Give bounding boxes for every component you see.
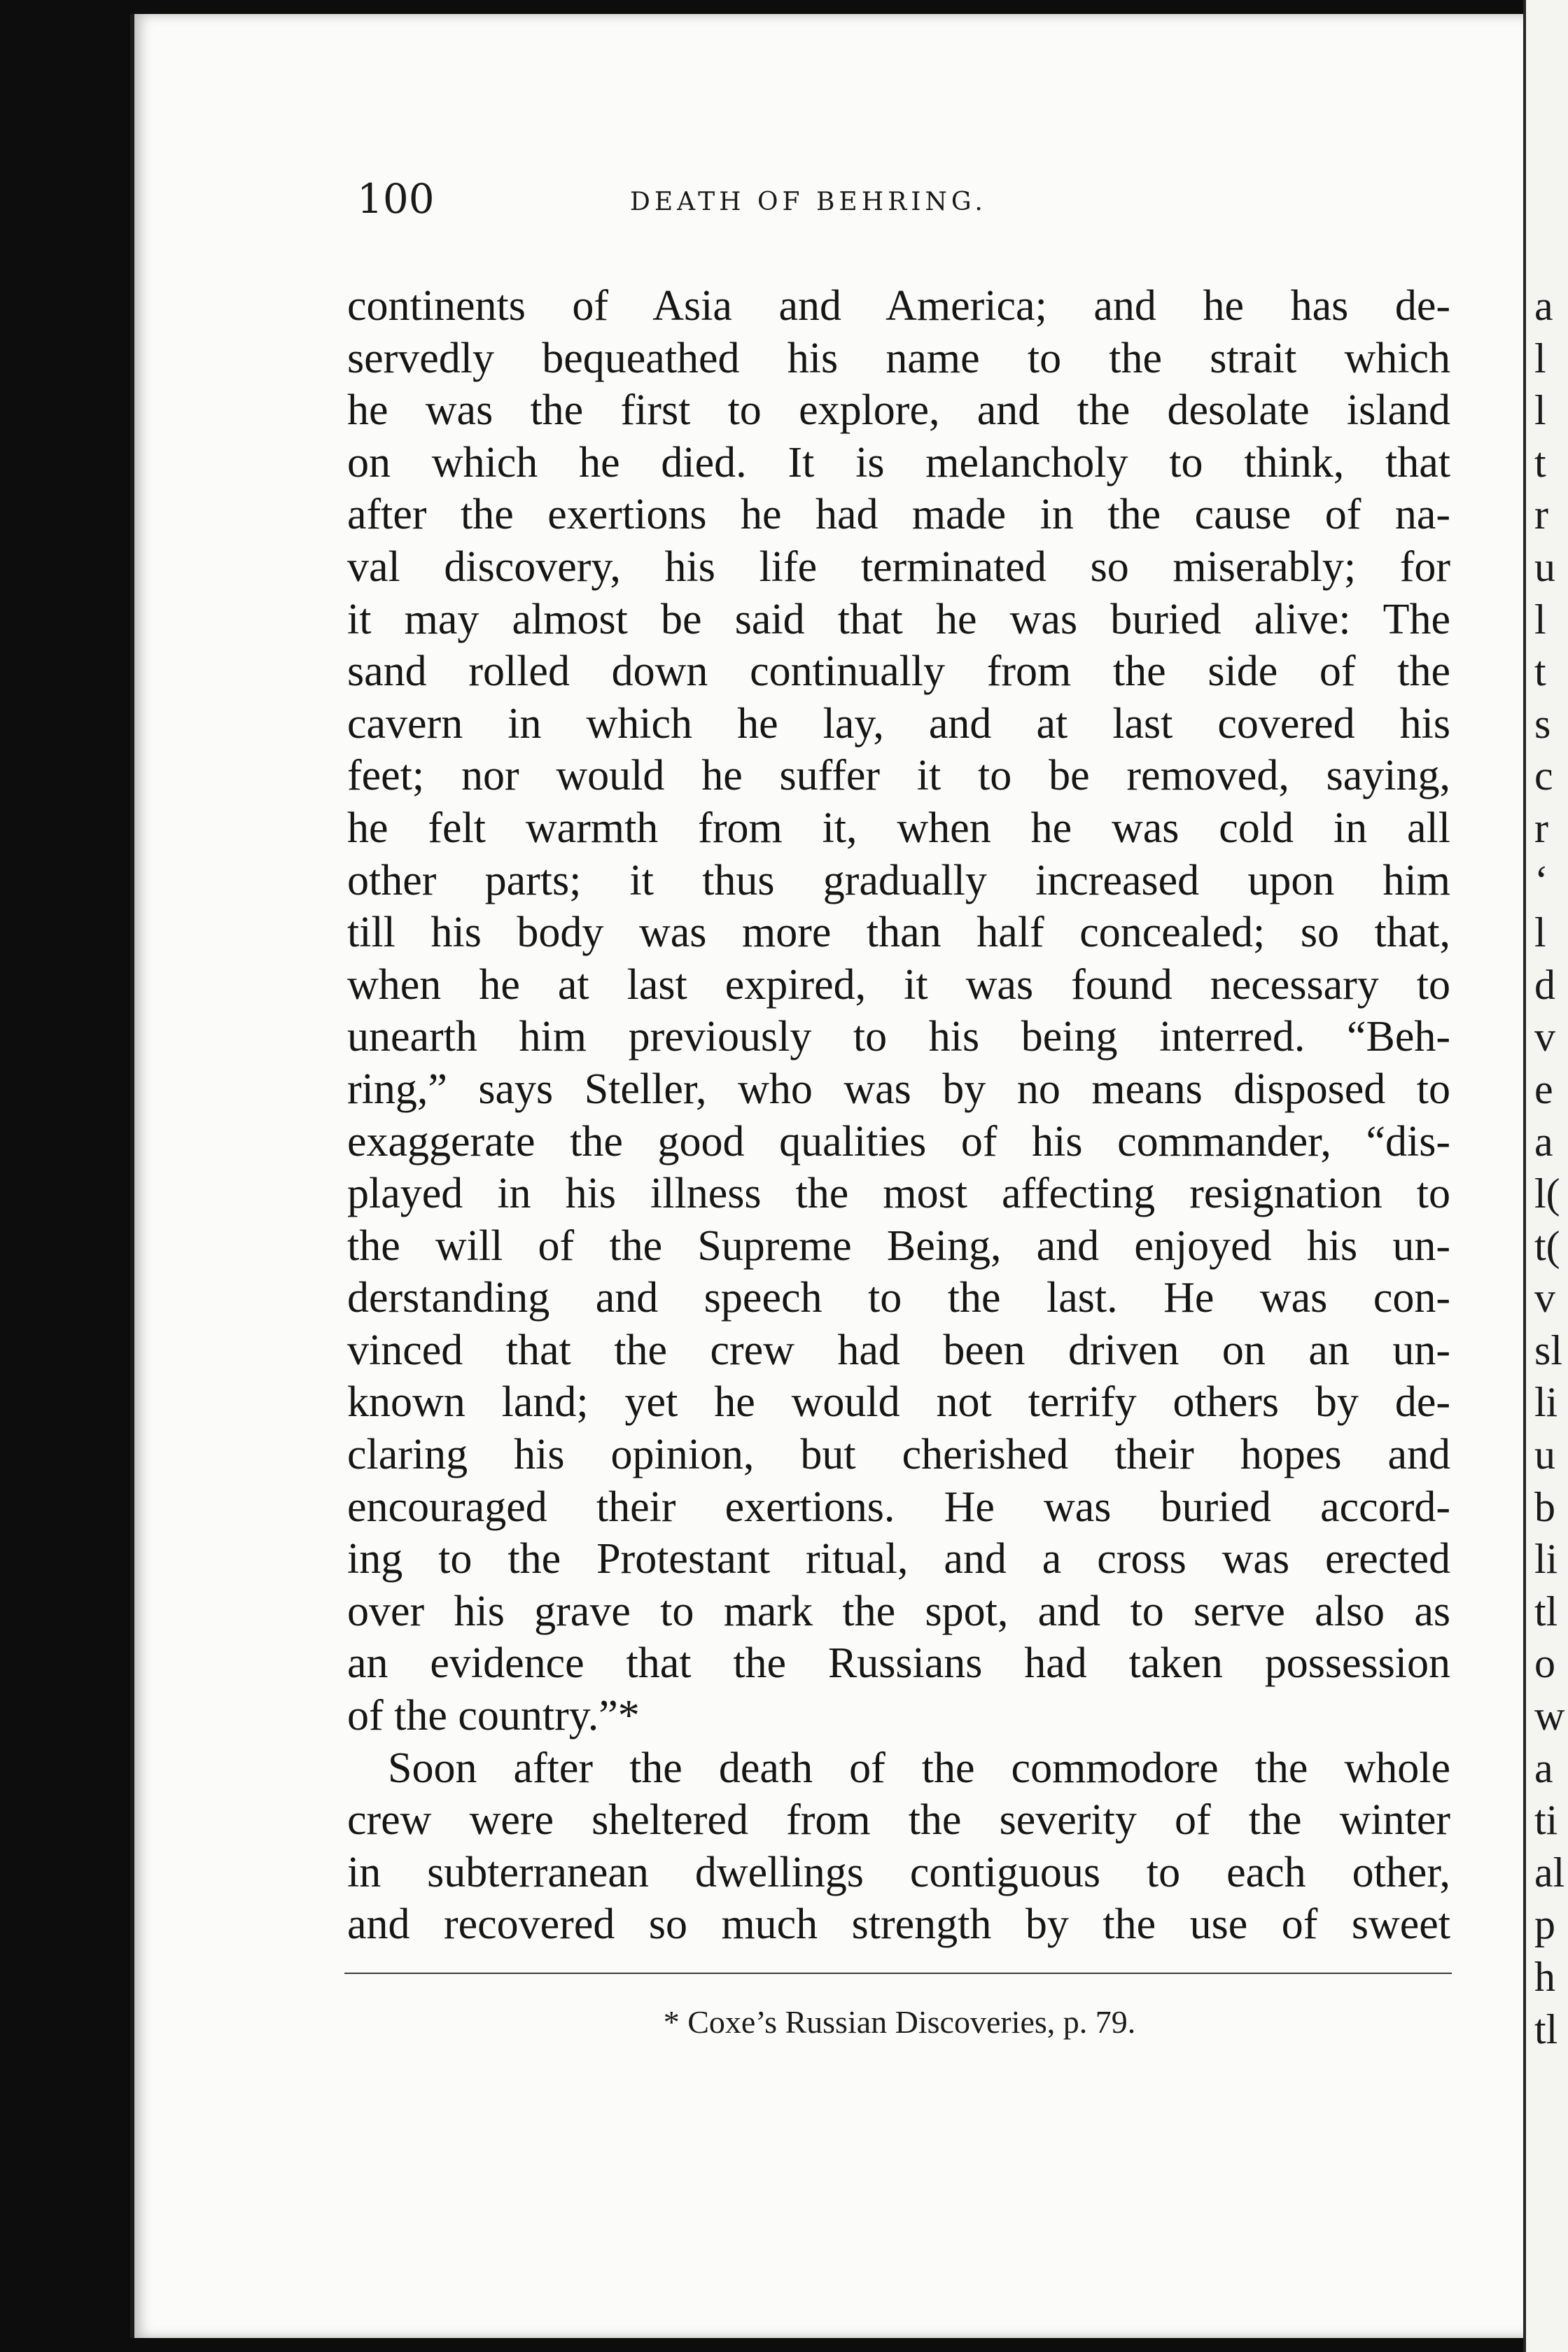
adjacent-fragment: c	[1534, 752, 1553, 799]
text-line: exaggerate the good qualities of his commander, “dis-	[347, 1117, 1450, 1166]
adjacent-fragment: s	[1534, 700, 1551, 747]
text-line: it may almost be said that he was buried alive: The	[347, 595, 1450, 643]
text-line: on which he died. It is melancholy to think, that	[347, 438, 1450, 486]
page-number: 100	[357, 175, 435, 223]
adjacent-fragment: l	[1534, 387, 1546, 434]
text-line: servedly bequeathed his name to the strait which	[347, 334, 1450, 382]
adjacent-fragment: l	[1534, 335, 1546, 382]
adjacent-fragment: u	[1534, 543, 1555, 590]
adjacent-fragment: l(	[1534, 1170, 1560, 1217]
adjacent-fragment: h	[1534, 1954, 1555, 2000]
adjacent-fragment: t	[1534, 648, 1546, 695]
adjacent-fragment: tl	[1534, 2005, 1558, 2052]
text-line: when he at last expired, it was found necessary to	[347, 960, 1450, 1009]
text-line: played in his illness the most affecting resignation to	[347, 1170, 1450, 1218]
footnote: * Coxe’s Russian Discoveries, p. 79.	[663, 2004, 1136, 2040]
text-line: and recovered so much strength by the use of sweet	[347, 1900, 1450, 1949]
adjacent-fragment: li	[1534, 1536, 1558, 1583]
text-line: vinced that the crew had been driven on an un-	[347, 1326, 1450, 1374]
text-line: unearth him previously to his being interred. “Beh-	[347, 1013, 1450, 1061]
adjacent-fragment: r	[1534, 804, 1548, 851]
text-line: encouraged their exertions. He was buried accord-	[347, 1483, 1450, 1531]
page-header	[357, 171, 1176, 241]
text-line: sand rolled down continually from the side of the	[347, 648, 1450, 696]
adjacent-fragment: b	[1534, 1483, 1555, 1530]
adjacent-fragment: l	[1534, 596, 1546, 643]
adjacent-fragment: sl	[1534, 1326, 1563, 1373]
text-line: he felt warmth from it, when he was cold in all	[347, 804, 1450, 852]
adjacent-fragment: t	[1534, 439, 1546, 486]
footnote-rule	[344, 1973, 1452, 1974]
text-line: feet; nor would he suffer it to be removed, saying,	[347, 752, 1450, 800]
adjacent-fragment: d	[1534, 961, 1555, 1008]
text-line: cavern in which he lay, and at last covered his	[347, 699, 1450, 748]
adjacent-fragment: al	[1534, 1849, 1565, 1896]
adjacent-fragment: ti	[1534, 1797, 1558, 1844]
adjacent-fragment: li	[1534, 1379, 1558, 1426]
text-line: other parts; it thus gradually increased upon him	[347, 856, 1450, 904]
text-line: till his body was more than half concealed; so that,	[347, 909, 1450, 957]
text-line: in subterranean dwellings contiguous to each other,	[347, 1848, 1450, 1896]
adjacent-fragment: a	[1534, 1744, 1553, 1791]
adjacent-fragment: tl	[1534, 1588, 1558, 1634]
adjacent-fragment: p	[1534, 1901, 1555, 1948]
running-title: DEATH OF BEHRING.	[630, 188, 987, 216]
text-line: derstanding and speech to the last. He was con-	[347, 1274, 1450, 1322]
adjacent-fragment: a	[1534, 1118, 1553, 1165]
text-line: claring his opinion, but cherished their hopes and	[347, 1431, 1450, 1479]
body-text	[347, 280, 1450, 1951]
text-line: ring,” says Steller, who was by no means disposed to	[347, 1065, 1450, 1113]
adjacent-fragment: t(	[1534, 1222, 1560, 1269]
adjacent-page-text	[1534, 280, 1564, 2055]
text-line: the will of the Supreme Being, and enjoyed his un-	[347, 1222, 1450, 1270]
text-line: ing to the Protestant ritual, and a cross was erected	[347, 1535, 1450, 1583]
adjacent-fragment: v	[1534, 1014, 1555, 1060]
adjacent-fragment: u	[1534, 1432, 1555, 1478]
text-line: continents of Asia and America; and he has de-	[347, 282, 1450, 330]
text-line: crew were sheltered from the severity of the winter	[347, 1796, 1450, 1844]
text-line: he was the first to explore, and the desolate island	[347, 386, 1450, 435]
adjacent-fragment: o	[1534, 1640, 1555, 1687]
adjacent-fragment: r	[1534, 491, 1548, 538]
adjacent-fragment: l	[1534, 909, 1546, 956]
adjacent-fragment: ‘	[1534, 857, 1548, 904]
text-line: after the exertions he had made in the cause of na-	[347, 491, 1450, 539]
adjacent-fragment: e	[1534, 1065, 1553, 1112]
text-line: val discovery, his life terminated so miserably; for	[347, 542, 1450, 591]
adjacent-fragment: v	[1534, 1275, 1555, 1322]
paragraph-end-line: of the country.”*	[347, 1692, 640, 1740]
adjacent-fragment: w	[1534, 1693, 1565, 1740]
adjacent-fragment: a	[1534, 283, 1553, 329]
text-line: known land; yet he would not terrify others by de-	[347, 1378, 1450, 1427]
paragraph-start-line: Soon after the death of the commodore the whole	[388, 1744, 1450, 1792]
text-line: over his grave to mark the spot, and to serve also as	[347, 1587, 1450, 1635]
adjacent-page-edge	[1523, 0, 1568, 2352]
text-line: an evidence that the Russians had taken possession	[347, 1639, 1450, 1688]
